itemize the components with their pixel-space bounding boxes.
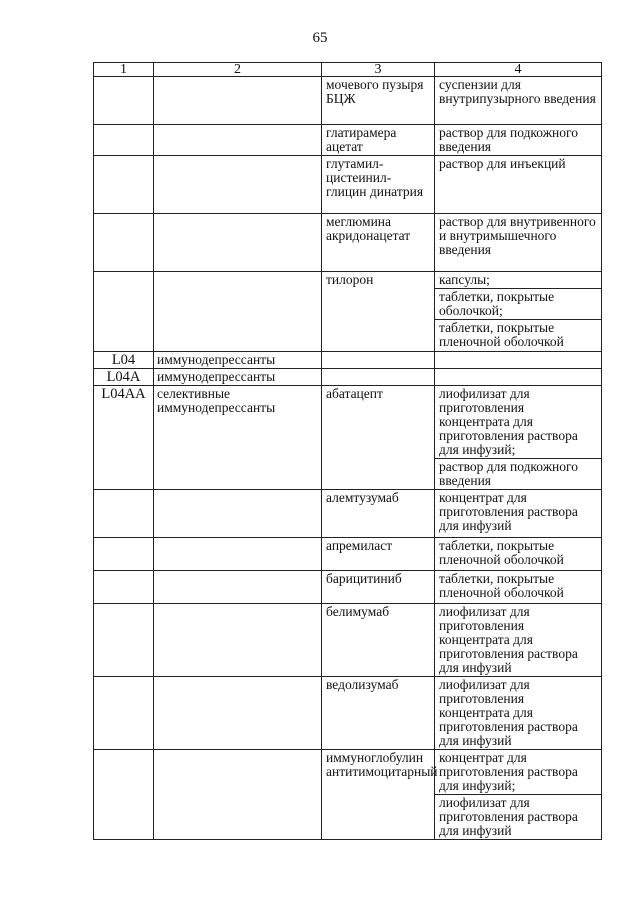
dosage-form-item: лиофилизат для приготовления концентрата для приготовления раствора для инфузий; (439, 386, 578, 457)
dosage-form-cell (435, 369, 602, 386)
table-row (94, 386, 602, 490)
dosage-form-cell (435, 156, 602, 214)
dosage-form-item: таблетки, покрытые пленочной оболочкой (439, 571, 564, 600)
table-row (94, 750, 602, 840)
drug-name-cell: глатирамера ацетат (322, 125, 435, 156)
dosage-form-item: таблетки, покрытые оболочкой; (435, 288, 601, 319)
dosage-form-cell (435, 214, 602, 272)
anatomical-group-cell: селективные иммунодепрессанты (154, 386, 322, 490)
drug-name-cell: ведолизумаб (322, 677, 435, 750)
table-row (94, 571, 602, 604)
drug-name-cell: иммуноглобулин антитимоцитарный (322, 750, 435, 840)
anatomical-group-cell: иммунодепрессанты (154, 352, 322, 369)
drug-name-cell: мочевого пузыря БЦЖ (322, 77, 435, 125)
table-row (94, 272, 602, 352)
table-row (94, 125, 602, 156)
drug-name-cell: барицитиниб (322, 571, 435, 604)
dosage-form-item (439, 352, 597, 354)
column-header: 3 (322, 63, 435, 77)
anatomical-group-cell (154, 214, 322, 272)
atc-code-cell (94, 538, 154, 571)
anatomical-group-cell (154, 272, 322, 352)
drug-name-cell: белимумаб (322, 604, 435, 677)
page-number: 65 (312, 30, 328, 46)
atc-code-cell: L04 (94, 352, 154, 369)
drug-name-cell: алемтузумаб (322, 490, 435, 538)
dosage-form-item: раствор для внутривенного и внутримышечного введения (439, 214, 596, 257)
anatomical-group-cell (154, 125, 322, 156)
dosage-form-item: лиофилизат для приготовления концентрата для приготовления раствора для инфузий (439, 604, 578, 675)
dosage-form-cell (435, 538, 602, 571)
table-row (94, 490, 602, 538)
atc-code-cell (94, 272, 154, 352)
table-row (94, 156, 602, 214)
atc-code-cell (94, 677, 154, 750)
table-row (94, 77, 602, 125)
dosage-form-item: раствор для инъекций (439, 156, 566, 171)
column-header: 1 (94, 63, 154, 77)
dosage-form-cell (435, 352, 602, 369)
dosage-form-cell (435, 125, 602, 156)
table-row (94, 677, 602, 750)
table-row (94, 538, 602, 571)
drug-name-cell: абатацепт (322, 386, 435, 490)
dosage-form-item: лиофилизат для приготовления концентрата для приготовления раствора для инфузий (439, 677, 578, 748)
table-row (94, 352, 602, 369)
anatomical-group-cell (154, 571, 322, 604)
atc-code-cell (94, 214, 154, 272)
column-header-row (94, 63, 602, 77)
drug-name-cell: тилорон (322, 272, 435, 352)
dosage-form-item (439, 369, 597, 371)
drug-name-cell (322, 369, 435, 386)
anatomical-group-cell (154, 677, 322, 750)
dosage-form-item: концентрат для приготовления раствора для инфузий (439, 490, 578, 533)
atc-code-cell: L04A (94, 369, 154, 386)
atc-code-cell (94, 77, 154, 125)
dosage-form-cell (435, 750, 602, 840)
drug-table (93, 62, 602, 840)
dosage-form-item: концентрат для приготовления раствора для инфузий; (439, 750, 578, 793)
dosage-form-cell (435, 677, 602, 750)
dosage-form-item: таблетки, покрытые пленочной оболочкой (435, 319, 601, 350)
atc-code-cell: L04AA (94, 386, 154, 490)
drug-name-cell: меглюмина акридонацетат (322, 214, 435, 272)
dosage-form-cell (435, 272, 602, 352)
anatomical-group-cell (154, 604, 322, 677)
anatomical-group-cell (154, 750, 322, 840)
anatomical-group-cell (154, 490, 322, 538)
table-row (94, 369, 602, 386)
dosage-form-cell (435, 77, 602, 125)
anatomical-group-cell (154, 538, 322, 571)
atc-code-cell (94, 156, 154, 214)
drug-table-container (93, 62, 601, 840)
table-row (94, 214, 602, 272)
atc-code-cell (94, 571, 154, 604)
drug-name-cell: глутамил-цистеинил-глицин динатрия (322, 156, 435, 214)
anatomical-group-cell: иммунодепрессанты (154, 369, 322, 386)
column-header: 4 (435, 63, 602, 77)
atc-code-cell (94, 125, 154, 156)
atc-code-cell (94, 750, 154, 840)
anatomical-group-cell (154, 77, 322, 125)
drug-name-cell (322, 352, 435, 369)
anatomical-group-cell (154, 156, 322, 214)
dosage-form-cell (435, 386, 602, 490)
dosage-form-item: раствор для подкожного введения (435, 458, 601, 489)
dosage-form-item: лиофилизат для приготовления раствора для инфузий (435, 794, 601, 839)
dosage-form-item: раствор для подкожного введения (439, 125, 578, 154)
dosage-form-item: капсулы; (439, 272, 490, 287)
dosage-form-cell (435, 490, 602, 538)
dosage-form-cell (435, 604, 602, 677)
dosage-form-cell (435, 571, 602, 604)
atc-code-cell (94, 490, 154, 538)
atc-code-cell (94, 604, 154, 677)
dosage-form-item: суспензии для внутрипузырного введения (439, 77, 596, 106)
column-header: 2 (154, 63, 322, 77)
table-row (94, 604, 602, 677)
dosage-form-item: таблетки, покрытые пленочной оболочкой (439, 538, 564, 567)
drug-name-cell: апремиласт (322, 538, 435, 571)
